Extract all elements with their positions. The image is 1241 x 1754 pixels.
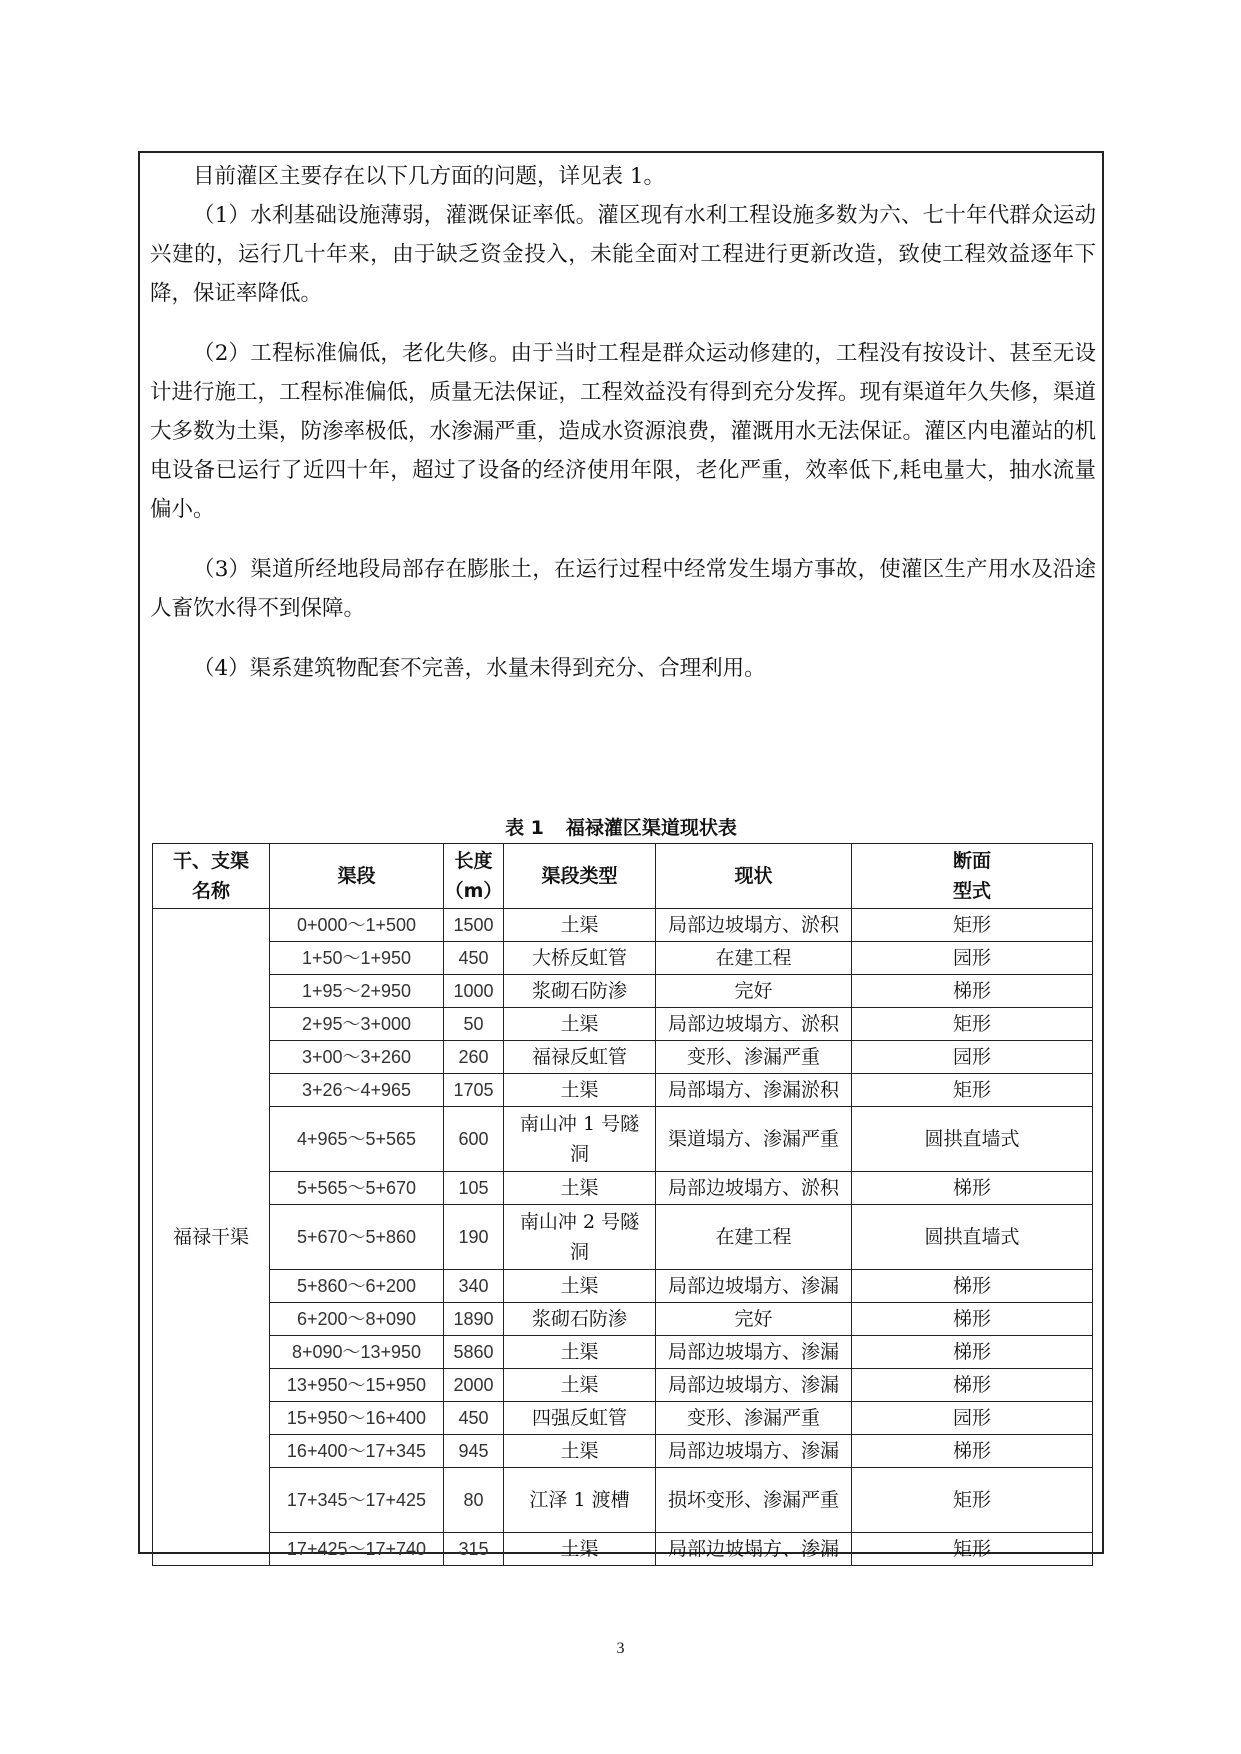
segment-cell: 17+425～17+740 bbox=[270, 1533, 444, 1566]
segment-cell: 16+400～17+345 bbox=[270, 1435, 444, 1468]
section-cell: 园形 bbox=[852, 942, 1093, 975]
table-row bbox=[153, 1303, 1093, 1336]
table-row bbox=[153, 1402, 1093, 1435]
length-cell: 600 bbox=[444, 1107, 504, 1172]
type-cell: 土渠 bbox=[504, 1533, 656, 1566]
length-cell: 105 bbox=[444, 1172, 504, 1205]
paragraph-2: （2）工程标准偏低，老化失修。由于当时工程是群众运动修建的，工程没有按设计、甚至无设计进行施工，工程标准偏低，质量无法保证，工程效益没有得到充分发挥。现有渠道年久失修，渠道大多数为土渠，防渗率极低，水渗漏严重，造成水资源浪费，灌溉用水无法保证。灌区内电灌站的机电设备已运行了近四十年，超过了设备的经济使用年限，老化严重，效率低下,耗电量大，抽水流量偏小。 bbox=[150, 341, 1097, 522]
table-row bbox=[153, 1435, 1093, 1468]
status-cell: 局部边坡塌方、淤积 bbox=[656, 1008, 852, 1041]
section-cell: 矩形 bbox=[852, 1533, 1093, 1566]
length-cell: 2000 bbox=[444, 1369, 504, 1402]
length-cell: 80 bbox=[444, 1468, 504, 1533]
table-header-text: 现状 bbox=[734, 865, 773, 887]
table-header-cell bbox=[153, 844, 270, 909]
segment-cell: 3+26～4+965 bbox=[270, 1074, 444, 1107]
segment-cell: 5+860～6+200 bbox=[270, 1270, 444, 1303]
status-cell: 局部边坡塌方、渗漏 bbox=[656, 1369, 852, 1402]
segment-cell: 8+090～13+950 bbox=[270, 1336, 444, 1369]
section-cell: 梯形 bbox=[852, 1172, 1093, 1205]
status-cell: 局部边坡塌方、渗漏 bbox=[656, 1533, 852, 1566]
type-cell: 江泽 1 渡槽 bbox=[504, 1468, 656, 1533]
paragraph-intro: 目前灌区主要存在以下几方面的问题，详见表 1。 bbox=[193, 164, 666, 189]
status-cell: 局部边坡塌方、淤积 bbox=[656, 1172, 852, 1205]
type-cell: 土渠 bbox=[504, 1369, 656, 1402]
table-header-text: 型式 bbox=[952, 880, 991, 902]
table-header-cell bbox=[656, 844, 852, 909]
status-cell: 局部边坡塌方、渗漏 bbox=[656, 1270, 852, 1303]
table-header-text: 干、支渠 bbox=[172, 850, 249, 872]
segment-cell: 2+95～3+000 bbox=[270, 1008, 444, 1041]
segment-cell: 1+50～1+950 bbox=[270, 942, 444, 975]
segment-cell: 4+965～5+565 bbox=[270, 1107, 444, 1172]
table-row bbox=[153, 1205, 1093, 1270]
segment-cell: 13+950～15+950 bbox=[270, 1369, 444, 1402]
type-cell: 土渠 bbox=[504, 1270, 656, 1303]
status-cell: 完好 bbox=[656, 975, 852, 1008]
table-caption bbox=[140, 815, 1102, 841]
table-body bbox=[153, 909, 1093, 1566]
type-cell: 南山冲 2 号隧洞 bbox=[504, 1205, 656, 1270]
segment-cell: 15+950～16+400 bbox=[270, 1402, 444, 1435]
status-cell: 渠道塌方、渗漏严重 bbox=[656, 1107, 852, 1172]
table-caption-title: 福禄灌区渠道现状表 bbox=[565, 817, 737, 839]
table-row bbox=[153, 1369, 1093, 1402]
status-cell: 变形、渗漏严重 bbox=[656, 1402, 852, 1435]
section-cell: 矩形 bbox=[852, 1008, 1093, 1041]
section-cell: 园形 bbox=[852, 1402, 1093, 1435]
type-cell: 土渠 bbox=[504, 1074, 656, 1107]
table-header-cell bbox=[504, 844, 656, 909]
table-header-text: 渠段类型 bbox=[541, 865, 618, 887]
table-row bbox=[153, 1336, 1093, 1369]
section-cell: 圆拱直墙式 bbox=[852, 1205, 1093, 1270]
status-cell: 局部边坡塌方、淤积 bbox=[656, 909, 852, 942]
length-cell: 50 bbox=[444, 1008, 504, 1041]
segment-cell: 0+000～1+500 bbox=[270, 909, 444, 942]
table-header-text: 长度 bbox=[454, 850, 493, 872]
table-caption-number: 表 1 bbox=[505, 817, 544, 839]
status-cell: 局部边坡塌方、渗漏 bbox=[656, 1336, 852, 1369]
type-cell: 浆砌石防渗 bbox=[504, 975, 656, 1008]
length-cell: 340 bbox=[444, 1270, 504, 1303]
paragraph-1: （1）水利基础设施薄弱，灌溉保证率低。灌区现有水利工程设施多数为六、七十年代群众运动兴建的，运行几十年来，由于缺乏资金投入，未能全面对工程进行更新改造，致使工程效益逐年下降，保证率降低。 bbox=[150, 203, 1096, 306]
segment-cell: 5+670～5+860 bbox=[270, 1205, 444, 1270]
page-number: 3 bbox=[616, 1640, 625, 1657]
status-cell: 局部边坡塌方、渗漏 bbox=[656, 1435, 852, 1468]
content-frame bbox=[138, 151, 1104, 1560]
length-cell: 5860 bbox=[444, 1336, 504, 1369]
table-row bbox=[153, 1468, 1093, 1533]
table-header-text: 名称 bbox=[191, 880, 230, 902]
type-cell: 土渠 bbox=[504, 1172, 656, 1205]
table-header-cell bbox=[444, 844, 504, 909]
section-cell: 矩形 bbox=[852, 1074, 1093, 1107]
section-cell: 梯形 bbox=[852, 1369, 1093, 1402]
table-row bbox=[153, 975, 1093, 1008]
type-cell: 土渠 bbox=[504, 909, 656, 942]
length-cell: 1890 bbox=[444, 1303, 504, 1336]
type-cell: 福禄反虹管 bbox=[504, 1041, 656, 1074]
table-row bbox=[153, 1107, 1093, 1172]
type-cell: 大桥反虹管 bbox=[504, 942, 656, 975]
table-header-text: 断面 bbox=[952, 850, 991, 872]
table-header-cell bbox=[270, 844, 444, 909]
section-cell: 梯形 bbox=[852, 1270, 1093, 1303]
section-cell: 梯形 bbox=[852, 975, 1093, 1008]
type-cell: 浆砌石防渗 bbox=[504, 1303, 656, 1336]
status-cell: 损坏变形、渗漏严重 bbox=[656, 1468, 852, 1533]
segment-cell: 3+00～3+260 bbox=[270, 1041, 444, 1074]
table-row bbox=[153, 1533, 1093, 1566]
table-row bbox=[153, 1270, 1093, 1303]
status-cell: 在建工程 bbox=[656, 942, 852, 975]
section-cell: 梯形 bbox=[852, 1435, 1093, 1468]
section-cell: 圆拱直墙式 bbox=[852, 1107, 1093, 1172]
status-cell: 变形、渗漏严重 bbox=[656, 1041, 852, 1074]
length-cell: 1500 bbox=[444, 909, 504, 942]
canal-name-cell: 福禄干渠 bbox=[153, 909, 270, 1566]
length-cell: 190 bbox=[444, 1205, 504, 1270]
length-cell: 945 bbox=[444, 1435, 504, 1468]
length-cell: 450 bbox=[444, 1402, 504, 1435]
length-cell: 1705 bbox=[444, 1074, 504, 1107]
type-cell: 土渠 bbox=[504, 1435, 656, 1468]
section-cell: 梯形 bbox=[852, 1336, 1093, 1369]
table-row bbox=[153, 942, 1093, 975]
segment-cell: 1+95～2+950 bbox=[270, 975, 444, 1008]
length-cell: 315 bbox=[444, 1533, 504, 1566]
table-row bbox=[153, 1008, 1093, 1041]
table-row bbox=[153, 1074, 1093, 1107]
table-row bbox=[153, 909, 1093, 942]
type-cell: 土渠 bbox=[504, 1336, 656, 1369]
table-row bbox=[153, 1172, 1093, 1205]
length-cell: 260 bbox=[444, 1041, 504, 1074]
table-row bbox=[153, 1041, 1093, 1074]
section-cell: 矩形 bbox=[852, 909, 1093, 942]
status-cell: 在建工程 bbox=[656, 1205, 852, 1270]
paragraph-4: （4）渠系建筑物配套不完善，水量未得到充分、合理利用。 bbox=[193, 656, 766, 681]
section-cell: 园形 bbox=[852, 1041, 1093, 1074]
type-cell: 南山冲 1 号隧洞 bbox=[504, 1107, 656, 1172]
body-text bbox=[150, 157, 1096, 688]
table-header-text: （m） bbox=[444, 880, 503, 902]
section-cell: 矩形 bbox=[852, 1468, 1093, 1533]
table-header-cell bbox=[852, 844, 1093, 909]
table-header-row bbox=[153, 844, 1093, 909]
table-header-text: 渠段 bbox=[337, 865, 376, 887]
status-cell: 局部塌方、渗漏淤积 bbox=[656, 1074, 852, 1107]
canal-status-table bbox=[152, 843, 1093, 1566]
length-cell: 450 bbox=[444, 942, 504, 975]
segment-cell: 5+565～5+670 bbox=[270, 1172, 444, 1205]
type-cell: 四强反虹管 bbox=[504, 1402, 656, 1435]
segment-cell: 17+345～17+425 bbox=[270, 1468, 444, 1533]
type-cell: 土渠 bbox=[504, 1008, 656, 1041]
paragraph-3: （3）渠道所经地段局部存在膨胀土，在运行过程中经常发生塌方事故，使灌区生产用水及沿途人畜饮水得不到保障。 bbox=[150, 557, 1096, 621]
segment-cell: 6+200～8+090 bbox=[270, 1303, 444, 1336]
length-cell: 1000 bbox=[444, 975, 504, 1008]
section-cell: 梯形 bbox=[852, 1303, 1093, 1336]
status-cell: 完好 bbox=[656, 1303, 852, 1336]
